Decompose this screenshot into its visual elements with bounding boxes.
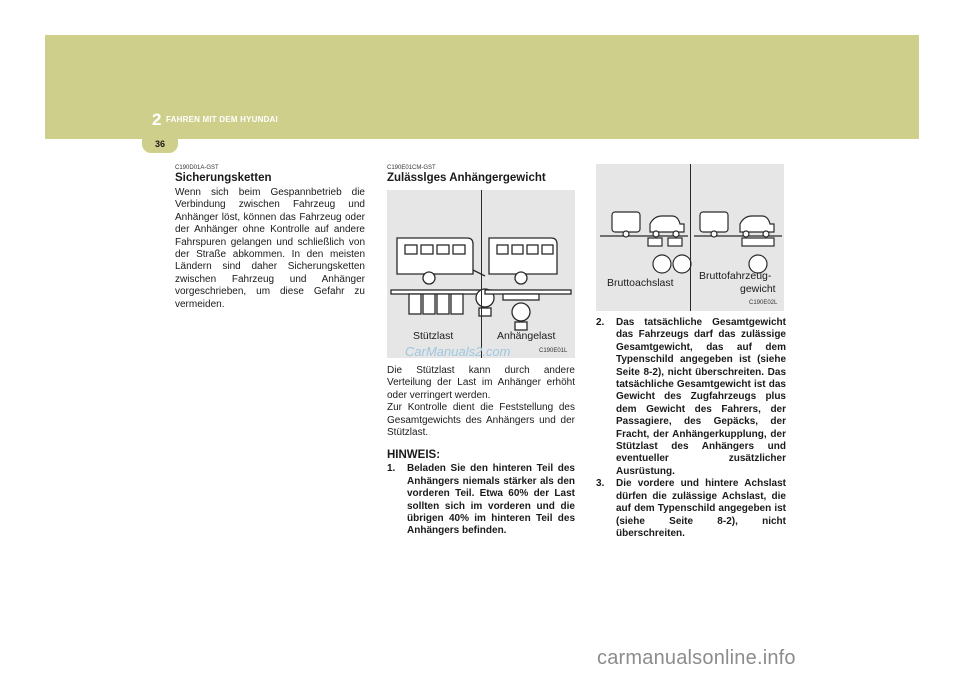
- section-heading: Sicherungsketten: [175, 172, 272, 184]
- weight-item-2: 2. Das tatsächliche Gesamtgewicht das Fahrzeugs darf das zulässige Gesamtgewicht, das auf dem Typenschild angegeben ist (siehe Seite 8-2), nicht überschreiten. Das tatsächliche Gesamtgewicht ist das Gewicht des Zugfahrzeugs plus dem Gewicht des Fahrers, der Passagiere, des Gepäcks, der Fracht, der Anhängerkupplung, der Stützlast des Anhängers und eventueller zusätzlicher Ausrüstung.: [596, 317, 786, 477]
- figure-divider: [481, 190, 482, 358]
- figure-label-gross-axle: Bruttoachslast: [607, 277, 674, 289]
- chapter-number: 2: [152, 110, 162, 129]
- note-heading: HINWEIS:: [387, 449, 441, 462]
- weight-item-3: 3. Die vordere und hintere Achslast dürfen die zulässige Achslast, die auf dem Typenschild angegeben ist (siehe Seite 8-2), nicht überschreiten.: [596, 478, 786, 539]
- watermark-carmanuals2: CarManuals2.com: [405, 344, 511, 359]
- note-list: [387, 463, 575, 537]
- figure-code: C190E02L: [749, 300, 778, 306]
- section-code: C190E01CM-GST: [387, 165, 436, 171]
- figure-label-gross-vehicle-2: gewicht: [740, 283, 776, 295]
- axle-weight-figure: [596, 164, 784, 311]
- section-axle-weight: [596, 164, 786, 540]
- section-body-1: Die Stützlast kann durch andere Verteilung der Last im Anhänger erhöht oder verringert werden.: [387, 365, 575, 401]
- section-code: C190D01A-GST: [175, 165, 219, 171]
- chapter-title: FAHREN MIT DEM HYUNDAI: [166, 115, 278, 124]
- weight-list: [596, 317, 786, 540]
- watermark-carmanualsonline: carmanualsonline.info: [597, 647, 796, 669]
- figure-label-tongue-load: Stützlast: [413, 330, 454, 342]
- section-body: Wenn sich beim Gespannbetrieb die Verbindung zwischen Fahrzeug und Anhänger löst, können das Fahrzeug oder der Anhänger ohne Kontrolle auf andere Fahrspuren gelangen und schließlich von der Straße abkommen. In den meisten Ländern sind daher Sicherungsketten zwischen Fahrzeug und Anhänger vorgeschrieben, um diese Gefahr zu vermeiden.: [175, 187, 365, 310]
- section-body-2: Zur Kontrolle dient die Feststellung des Gesamtgewichts des Anhängers und der Stützlast.: [387, 402, 575, 439]
- note-item-1: 1. Beladen Sie den hinteren Teil des Anhängers niemals stärker als den vorderen Teil. Etwa 60% der Last sollten sich im vorderen und die übrigen 40% im hinteren Teil des Anhängers befinden.: [387, 463, 575, 537]
- section-heading: Zulässlges Anhängergewicht: [387, 172, 546, 184]
- figure-divider: [690, 164, 691, 311]
- figure-label-trailer-load: Anhängelast: [497, 330, 556, 342]
- page-number-tab: [142, 137, 178, 153]
- page-number: 36: [154, 139, 165, 149]
- section-safety-chains: [175, 165, 365, 311]
- tongue-load-figure: [387, 190, 575, 358]
- figure-code: C190E01L: [539, 348, 568, 354]
- figure-label-gross-vehicle-1: Bruttofahrzeug-: [699, 270, 772, 282]
